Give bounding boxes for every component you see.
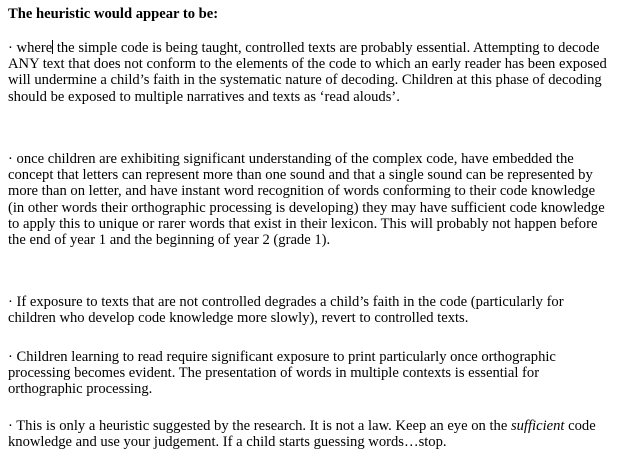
paragraph-complex-code [8,151,614,248]
paragraph-heuristic-note [8,418,614,450]
bullet-marker: · [8,40,13,56]
emphasis-sufficient: sufficient [510,418,565,434]
paragraph-text: Children learning to read require significant exposure to print particularly once orthographic processing becomes evident. The presentation of words in multiple contexts is essential for orthographic processing. [8,349,556,398]
paragraph-exposure-print [8,349,614,398]
bullet-marker: · [8,418,13,434]
paragraph-controlled-texts [8,40,614,105]
bullet-marker: · [8,151,13,167]
paragraph-text-end: code knowledge and use your judgement. If a child starts guessing words…stop. [8,418,596,451]
paragraph-text-start: where [12,40,53,56]
paragraph-text-start: This is only a heuristic suggested by the research. It is not a law. Keep an eye on the [12,418,511,434]
paragraph-revert-controlled [8,294,614,326]
paragraph-text: If exposure to texts that are not controlled degrades a child’s faith in the code (particularly for children who develop code knowledge more slowly), revert to controlled texts. [8,294,564,327]
document-heading: The heuristic would appear to be: [8,6,219,22]
paragraph-text: once children are exhibiting significant understanding of the complex code, have embedded the concept that letters can represent more than one sound and that a single sound can be represented by more than on letter, and have instant word recognition of words conforming to their code knowledge (in other words their orthographic processing is developing) they may have sufficient code knowledge to apply this to unique or rarer words that exist in their lexicon. This will probably not happen before the end of year 1 and the beginning of year 2 (grade 1). [8,151,605,249]
paragraph-text-rest: the simple code is being taught, controlled texts are probably essential. Attempting to decode ANY text that does not conform to the elements of the code to which an early reader has been exposed will undermine a child’s faith in the systematic nature of decoding. Children at this phase of decoding should be exposed to multiple narratives and texts as ‘read alouds’. [8,40,607,105]
bullet-marker: · [8,294,13,310]
bullet-marker: · [8,349,13,365]
